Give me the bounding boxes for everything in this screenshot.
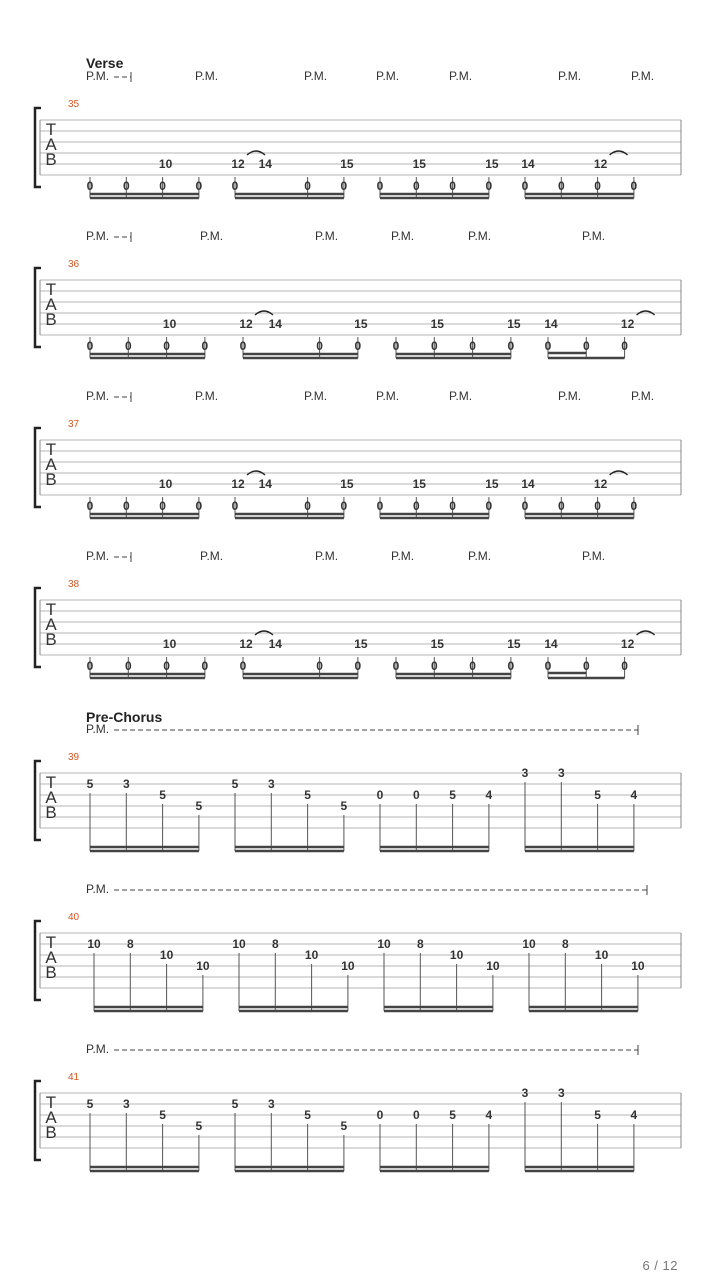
tab-clef-letter: A <box>45 135 57 154</box>
fret-number: 0 <box>239 339 247 353</box>
fret-number: 10 <box>87 937 101 951</box>
fret-number: 10 <box>522 937 536 951</box>
fret-number: 3 <box>557 1086 565 1100</box>
palm-mute-label: P.M. <box>86 549 110 563</box>
fret-number: 0 <box>630 499 638 513</box>
fret-number: 0 <box>507 339 515 353</box>
fret-number: 3 <box>122 1097 130 1111</box>
fret-number: 0 <box>304 499 311 513</box>
tab-clef-letter: B <box>45 630 57 649</box>
measure-number: 36 <box>68 259 80 270</box>
tab-clef-letter: T <box>45 280 57 299</box>
fret-number: 0 <box>449 499 456 513</box>
fret-number: 0 <box>376 788 384 802</box>
fret-number: 5 <box>86 777 94 791</box>
measure-number: 39 <box>68 752 80 763</box>
fret-number: 0 <box>469 339 476 353</box>
fret-number: 4 <box>485 788 493 802</box>
fret-number: 0 <box>163 339 170 353</box>
fret-number: 0 <box>159 499 166 513</box>
tab-clef-letter: T <box>45 773 57 792</box>
fret-number: 0 <box>195 499 203 513</box>
fret-number: 3 <box>521 1086 529 1100</box>
fret-number: 0 <box>621 659 628 673</box>
fret-number: 12 <box>239 637 253 651</box>
palm-mute-label: P.M. <box>468 549 492 563</box>
fret-number: 10 <box>158 477 173 491</box>
fret-number: 0 <box>86 499 94 513</box>
measure-number: 35 <box>68 99 80 110</box>
palm-mute-label: P.M. <box>195 69 219 83</box>
fret-number: 0 <box>163 659 170 673</box>
fret-number: 3 <box>267 777 275 791</box>
fret-number: 0 <box>354 659 362 673</box>
fret-number: 0 <box>485 179 493 193</box>
palm-mute-label: P.M. <box>195 389 219 403</box>
fret-number: 0 <box>231 499 239 513</box>
fret-number: 0 <box>392 339 400 353</box>
fret-number: 5 <box>159 788 166 802</box>
fret-number: 0 <box>392 659 400 673</box>
tab-clef-letter: A <box>45 455 57 474</box>
fret-number: 0 <box>557 179 565 193</box>
fret-number: 12 <box>231 157 245 171</box>
fret-number: 0 <box>316 659 323 673</box>
palm-mute-label: P.M. <box>86 229 110 243</box>
tab-clef-letter: B <box>45 470 57 489</box>
palm-mute-label: P.M. <box>468 229 492 243</box>
fret-number: 10 <box>594 948 609 962</box>
fret-number: 14 <box>521 477 535 491</box>
palm-mute-label: P.M. <box>391 229 415 243</box>
palm-mute-label: P.M. <box>582 549 606 563</box>
fret-number: 0 <box>376 1108 384 1122</box>
fret-number: 10 <box>631 959 645 973</box>
fret-number: 5 <box>195 799 203 813</box>
fret-number: 5 <box>159 1108 166 1122</box>
fret-number: 15 <box>485 157 499 171</box>
fret-number: 10 <box>232 937 246 951</box>
fret-number: 10 <box>486 959 500 973</box>
fret-number: 0 <box>594 179 601 193</box>
fret-number: 4 <box>630 788 638 802</box>
fret-number: 5 <box>231 1097 239 1111</box>
tab-clef-letter: B <box>45 1123 57 1142</box>
fret-number: 0 <box>201 339 209 353</box>
measure-number: 37 <box>68 419 80 430</box>
fret-number: 3 <box>267 1097 275 1111</box>
fret-number: 0 <box>412 179 420 193</box>
fret-number: 10 <box>162 317 177 331</box>
fret-number: 0 <box>124 659 132 673</box>
palm-mute-label: P.M. <box>449 389 473 403</box>
tab-clef-letter: A <box>45 1108 57 1127</box>
fret-number: 8 <box>416 937 424 951</box>
fret-number: 5 <box>449 788 456 802</box>
tab-clef-letter: A <box>45 948 57 967</box>
fret-number: 10 <box>196 959 210 973</box>
fret-number: 0 <box>86 339 94 353</box>
palm-mute-label: P.M. <box>582 229 606 243</box>
fret-number: 0 <box>340 499 348 513</box>
fret-number: 0 <box>304 179 311 193</box>
palm-mute-label: P.M. <box>631 69 655 83</box>
fret-number: 0 <box>195 179 203 193</box>
fret-number: 12 <box>620 317 635 331</box>
palm-mute-label: P.M. <box>86 722 110 736</box>
fret-number: 14 <box>544 317 558 331</box>
fret-number: 15 <box>354 637 368 651</box>
fret-number: 0 <box>340 179 348 193</box>
fret-number: 15 <box>507 637 521 651</box>
fret-number: 5 <box>304 788 311 802</box>
fret-number: 5 <box>594 788 601 802</box>
tab-clef-letter: T <box>45 120 57 139</box>
measure-number: 40 <box>68 912 80 923</box>
tab-clef-letter: A <box>45 295 57 314</box>
fret-number: 5 <box>594 1108 601 1122</box>
palm-mute-label: P.M. <box>391 549 415 563</box>
palm-mute-label: P.M. <box>86 882 110 896</box>
fret-number: 15 <box>340 157 354 171</box>
fret-number: 0 <box>507 659 515 673</box>
fret-number: 14 <box>544 637 558 651</box>
palm-mute-label: P.M. <box>200 549 224 563</box>
fret-number: 0 <box>316 339 323 353</box>
fret-number: 8 <box>126 937 134 951</box>
palm-mute-label: P.M. <box>86 389 110 403</box>
palm-mute-label: P.M. <box>86 1042 110 1056</box>
tab-clef-letter: T <box>45 933 57 952</box>
fret-number: 0 <box>122 179 130 193</box>
tab-clef-letter: T <box>45 600 57 619</box>
tab-clef-letter: T <box>45 1093 57 1112</box>
fret-number: 0 <box>630 179 638 193</box>
fret-number: 15 <box>412 157 426 171</box>
palm-mute-label: P.M. <box>376 69 400 83</box>
fret-number: 0 <box>412 1108 420 1122</box>
section-title-prechorus: Pre-Chorus <box>86 709 163 725</box>
fret-number: 5 <box>86 1097 94 1111</box>
fret-number: 5 <box>340 1119 348 1133</box>
palm-mute-label: P.M. <box>558 69 582 83</box>
fret-number: 10 <box>159 948 174 962</box>
fret-number: 8 <box>271 937 279 951</box>
tab-clef-letter: B <box>45 803 57 822</box>
fret-number: 10 <box>162 637 177 651</box>
fret-number: 0 <box>521 179 529 193</box>
fret-number: 0 <box>124 339 132 353</box>
fret-number: 0 <box>544 659 552 673</box>
fret-number: 8 <box>561 937 569 951</box>
tab-clef-letter: A <box>45 615 57 634</box>
fret-number: 0 <box>376 179 384 193</box>
tab-clef-letter: T <box>45 440 57 459</box>
fret-number: 14 <box>521 157 535 171</box>
fret-number: 14 <box>268 637 282 651</box>
fret-number: 10 <box>449 948 464 962</box>
fret-number: 3 <box>557 766 565 780</box>
fret-number: 5 <box>231 777 239 791</box>
fret-number: 3 <box>521 766 529 780</box>
palm-mute-label: P.M. <box>631 389 655 403</box>
fret-number: 15 <box>485 477 499 491</box>
section-title-verse: Verse <box>86 55 124 71</box>
fret-number: 0 <box>544 339 552 353</box>
fret-number: 3 <box>122 777 130 791</box>
palm-mute-label: P.M. <box>304 69 328 83</box>
fret-number: 15 <box>507 317 521 331</box>
palm-mute-label: P.M. <box>376 389 400 403</box>
fret-number: 0 <box>231 179 239 193</box>
fret-number: 0 <box>354 339 362 353</box>
fret-number: 0 <box>469 659 476 673</box>
tab-clef-letter: B <box>45 150 57 169</box>
fret-number: 15 <box>430 317 444 331</box>
fret-number: 0 <box>376 499 384 513</box>
palm-mute-label: P.M. <box>315 549 339 563</box>
fret-number: 0 <box>621 339 628 353</box>
fret-number: 12 <box>593 477 608 491</box>
fret-number: 0 <box>521 499 529 513</box>
fret-number: 5 <box>449 1108 456 1122</box>
fret-number: 14 <box>258 477 272 491</box>
fret-number: 15 <box>340 477 354 491</box>
measure-number: 38 <box>68 579 80 590</box>
fret-number: 12 <box>239 317 253 331</box>
palm-mute-label: P.M. <box>315 229 339 243</box>
fret-number: 15 <box>354 317 368 331</box>
fret-number: 0 <box>582 659 590 673</box>
fret-number: 0 <box>557 499 565 513</box>
fret-number: 5 <box>340 799 348 813</box>
tab-clef-letter: B <box>45 310 57 329</box>
fret-number: 0 <box>122 499 130 513</box>
palm-mute-label: P.M. <box>558 389 582 403</box>
fret-number: 10 <box>158 157 173 171</box>
fret-number: 10 <box>341 959 355 973</box>
palm-mute-label: P.M. <box>200 229 224 243</box>
fret-number: 12 <box>231 477 245 491</box>
fret-number: 0 <box>485 499 493 513</box>
fret-number: 4 <box>485 1108 493 1122</box>
palm-mute-label: P.M. <box>86 69 110 83</box>
fret-number: 0 <box>430 339 438 353</box>
fret-number: 15 <box>412 477 426 491</box>
fret-number: 4 <box>630 1108 638 1122</box>
fret-number: 0 <box>412 788 420 802</box>
palm-mute-label: P.M. <box>304 389 328 403</box>
fret-number: 0 <box>412 499 420 513</box>
fret-number: 10 <box>304 948 319 962</box>
fret-number: 0 <box>449 179 456 193</box>
fret-number: 0 <box>86 659 94 673</box>
fret-number: 14 <box>268 317 282 331</box>
fret-number: 15 <box>430 637 444 651</box>
fret-number: 0 <box>201 659 209 673</box>
fret-number: 0 <box>159 179 166 193</box>
fret-number: 0 <box>582 339 590 353</box>
fret-number: 12 <box>593 157 608 171</box>
page-number: 6 / 12 <box>642 1258 678 1273</box>
fret-number: 0 <box>594 499 601 513</box>
measure-number: 41 <box>68 1072 80 1083</box>
fret-number: 5 <box>195 1119 203 1133</box>
fret-number: 0 <box>430 659 438 673</box>
fret-number: 12 <box>620 637 635 651</box>
fret-number: 14 <box>258 157 272 171</box>
tab-clef-letter: B <box>45 963 57 982</box>
fret-number: 10 <box>377 937 391 951</box>
fret-number: 0 <box>239 659 247 673</box>
palm-mute-label: P.M. <box>449 69 473 83</box>
fret-number: 0 <box>86 179 94 193</box>
tab-clef-letter: A <box>45 788 57 807</box>
fret-number: 5 <box>304 1108 311 1122</box>
